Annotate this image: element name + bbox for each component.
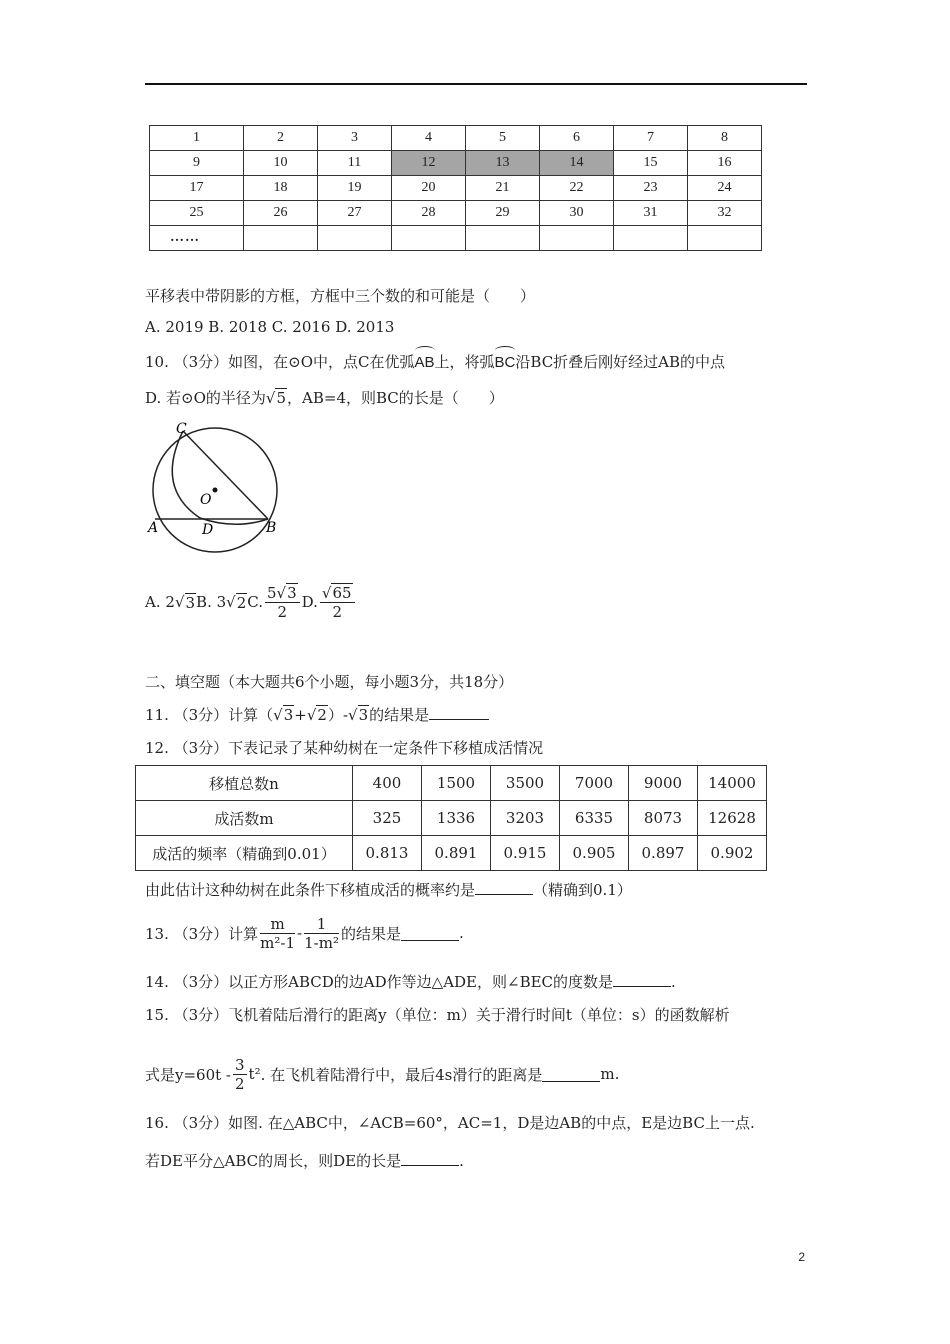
number-cell: 15 [614,151,688,176]
label-d: D [202,522,214,538]
folded-arc [172,431,268,524]
survival-cell: 1336 [422,801,491,836]
number-cell: 19 [318,176,392,201]
number-table-row [150,201,762,226]
q13-blank[interactable] [401,926,459,941]
q11-blank[interactable] [429,705,489,720]
number-table-row [150,176,762,201]
survival-cell: 8073 [629,801,698,836]
number-cell: 26 [244,201,318,226]
survival-cell: 12628 [698,801,767,836]
number-cell: 28 [392,201,466,226]
number-cell: 23 [614,176,688,201]
number-cell: 20 [392,176,466,201]
label-b: B [266,520,277,536]
q10-line1: 10. （3分）如图，在⊙O中，点C在优弧 AB上，将弧 BC沿BC折叠后刚好经过AB的中点 [145,351,725,372]
arc-ab: AB [415,354,435,371]
number-cell [540,226,614,251]
number-table-row [150,126,762,151]
q10-line2: D. 若⊙O的半径为√5，AB=4，则BC的长是（ ） [145,389,504,407]
header-rule [145,83,807,85]
survival-cell: 0.902 [698,836,767,871]
number-cell [614,226,688,251]
number-cell: 11 [318,151,392,176]
number-cell [244,226,318,251]
number-cell: …… [150,226,244,251]
number-table-row [150,226,762,251]
q9-options: A. 2019 B. 2018 C. 2016 D. 2013 [145,318,395,336]
survival-cell: 400 [353,766,422,801]
survival-row [136,836,767,871]
number-cell: 18 [244,176,318,201]
survival-cell: 14000 [698,766,767,801]
frac-q15: $\frac{3}{2}$ [235,1055,245,1093]
q16-line2: 若DE平分△ABC的周长，则DE的长是 . [145,1152,464,1170]
number-cell: 22 [540,176,614,201]
number-cell [392,226,466,251]
survival-cell: 6335 [560,801,629,836]
q12-blank[interactable] [475,880,533,895]
frac-q13-2: $\frac{1}{\text{1-m²}}$ [304,914,339,952]
number-cell: 1 [150,126,244,151]
number-cell: 21 [466,176,540,201]
chord-bc [183,431,268,519]
survival-cell: 0.915 [491,836,560,871]
q13: 13. （3分）计算 $\frac{m}{\text{m²-1}}$ - $\frac{1}{\text{1-m²}}$ 的结果是 . [145,914,464,952]
number-cell: 3 [318,126,392,151]
q16-blank[interactable] [401,1151,459,1166]
survival-header-cell: 移植总数n [136,766,353,801]
frac-d: $\frac{√65}{2}$ [320,584,355,621]
survival-cell: 3500 [491,766,560,801]
q9-stem: 平移表中带阴影的方框，方框中三个数的和可能是（ ） [145,287,536,305]
survival-row [136,766,767,801]
section2-title: 二、填空题（本大题共6个小题，每小题3分，共18分） [145,673,514,691]
q12-after: 由此估计这种幼树在此条件下移植成活的概率约是 （精确到0.1） [145,881,632,899]
q16-line1: 16. （3分）如图. 在△ABC中，∠ACB=60°，AC=1，D是边AB的中点，E是边BC上一点. [145,1114,755,1132]
survival-row [136,801,767,836]
number-cell: 32 [688,201,762,226]
survival-header-cell: 成活的频率（精确到0.01） [136,836,353,871]
survival-header-cell: 成活数m [136,801,353,836]
number-cell: 2 [244,126,318,151]
center-point [213,488,218,493]
survival-cell: 0.813 [353,836,422,871]
number-cell [688,226,762,251]
number-table [149,125,762,251]
number-cell: 8 [688,126,762,151]
survival-cell: 0.905 [560,836,629,871]
number-cell: 12 [392,151,466,176]
number-cell [318,226,392,251]
number-cell: 14 [540,151,614,176]
number-cell: 29 [466,201,540,226]
q15-line2: 式是y=60t - $\frac{3}{2}$ t² . 在飞机着陆滑行中，最后4s滑行的距离是 m. [145,1055,620,1093]
number-cell: 5 [466,126,540,151]
number-cell: 6 [540,126,614,151]
number-cell: 27 [318,201,392,226]
page-number: 2 [798,1250,805,1264]
number-cell: 17 [150,176,244,201]
number-cell: 13 [466,151,540,176]
number-cell: 16 [688,151,762,176]
q15-blank[interactable] [542,1067,600,1082]
frac-c: $\frac{5√3}{2}$ [265,584,300,621]
q11: 11. （3分）计算（√3+√2）-√3的结果是 [145,704,489,725]
survival-cell: 325 [353,801,422,836]
frac-q13-1: $\frac{m}{\text{m²-1}}$ [260,914,296,952]
q10-options: A. 2 √ 3 B. 3 √ 2 C. $\frac{5√3}{2}$ D. $\frac{√65}{2}$ [145,578,357,626]
number-cell: 7 [614,126,688,151]
number-cell: 25 [150,201,244,226]
q14: 14. （3分）以正方形ABCD的边AD作等边△ADE，则∠BEC的度数是 . [145,973,676,991]
q14-blank[interactable] [613,972,671,987]
survival-cell: 0.897 [629,836,698,871]
number-cell [466,226,540,251]
number-cell: 4 [392,126,466,151]
label-a: A [148,520,159,536]
q12-stem: 12. （3分）下表记录了某种幼树在一定条件下移植成活情况 [145,739,544,757]
arc-bc: BC [495,354,516,371]
survival-cell: 9000 [629,766,698,801]
number-cell: 31 [614,201,688,226]
number-cell: 30 [540,201,614,226]
number-cell: 9 [150,151,244,176]
survival-cell: 0.891 [422,836,491,871]
circle-figure [140,418,290,558]
survival-cell: 7000 [560,766,629,801]
q15-line1: 15. （3分）飞机着陆后滑行的距离y（单位：m）关于滑行时间t（单位：s）的函数解析 [145,1006,730,1024]
survival-cell: 1500 [422,766,491,801]
number-table-row [150,151,762,176]
number-cell: 24 [688,176,762,201]
survival-cell: 3203 [491,801,560,836]
number-cell: 10 [244,151,318,176]
label-o: O [200,492,212,508]
label-c: C [176,421,187,437]
survival-table [135,765,767,871]
